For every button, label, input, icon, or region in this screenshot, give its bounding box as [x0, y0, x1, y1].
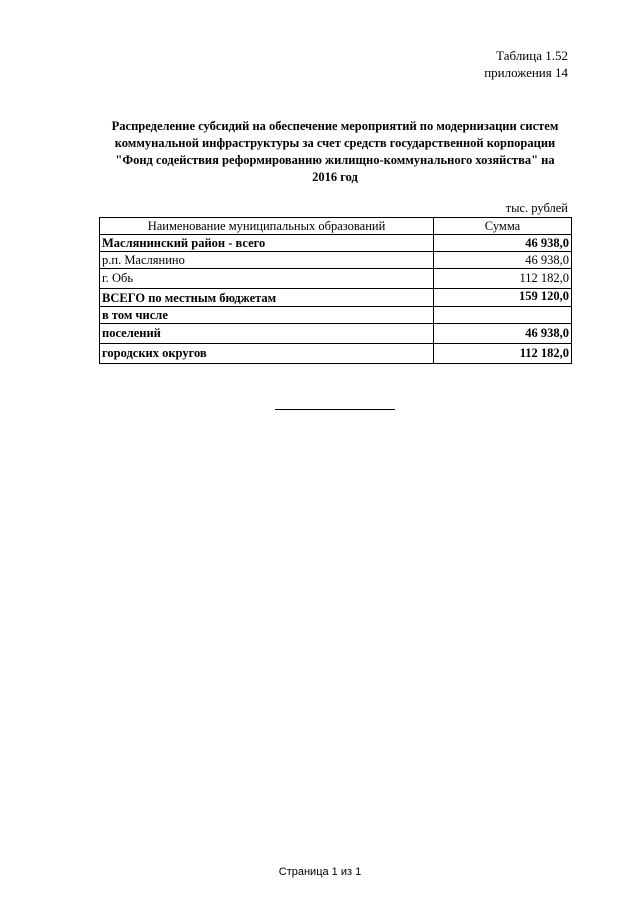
- row-name: г. Обь: [100, 269, 434, 289]
- row-sum: 46 938,0: [434, 235, 572, 252]
- page-footer: Страница 1 из 1: [278, 866, 362, 878]
- row-name: в том числе: [100, 307, 434, 324]
- row-sum: 112 182,0: [434, 269, 572, 289]
- units-label: тыс. рублей: [505, 201, 568, 215]
- row-sum: 46 938,0: [434, 324, 572, 344]
- table-row: [100, 344, 572, 364]
- signature-divider: [275, 409, 395, 410]
- row-name: ВСЕГО по местным бюджетам: [100, 289, 434, 307]
- row-sum: 46 938,0: [434, 252, 572, 269]
- row-name: р.п. Маслянино: [100, 252, 434, 269]
- table-number: Таблица 1.52: [496, 48, 568, 63]
- row-sum: [434, 307, 572, 324]
- row-sum: 159 120,0: [434, 289, 572, 307]
- title-line: 2016 год: [312, 170, 358, 184]
- table-row: [100, 307, 572, 324]
- row-name: городских округов: [100, 344, 434, 364]
- title-line: коммунальной инфраструктуры за счет средств государственной корпорации: [114, 136, 556, 150]
- table-header-row: [100, 218, 572, 235]
- title-line: Распределение субсидий на обеспечение мероприятий по модернизации систем: [111, 119, 559, 133]
- column-header-name: Наименование муниципальных образований: [100, 218, 434, 235]
- subsidy-table: [99, 217, 572, 364]
- table-row: [100, 269, 572, 289]
- table-reference: [484, 47, 568, 81]
- row-name: поселений: [100, 324, 434, 344]
- row-sum: 112 182,0: [434, 344, 572, 364]
- table-row: [100, 289, 572, 307]
- table-row: [100, 252, 572, 269]
- row-name: Маслянинский район - всего: [100, 235, 434, 252]
- column-header-sum: Сумма: [434, 218, 572, 235]
- table-row: [100, 235, 572, 252]
- document-title: [100, 118, 570, 186]
- title-line: "Фонд содействия реформированию жилищно-коммунального хозяйства" на: [115, 153, 555, 167]
- appendix-number: приложения 14: [484, 65, 568, 80]
- table-row: [100, 324, 572, 344]
